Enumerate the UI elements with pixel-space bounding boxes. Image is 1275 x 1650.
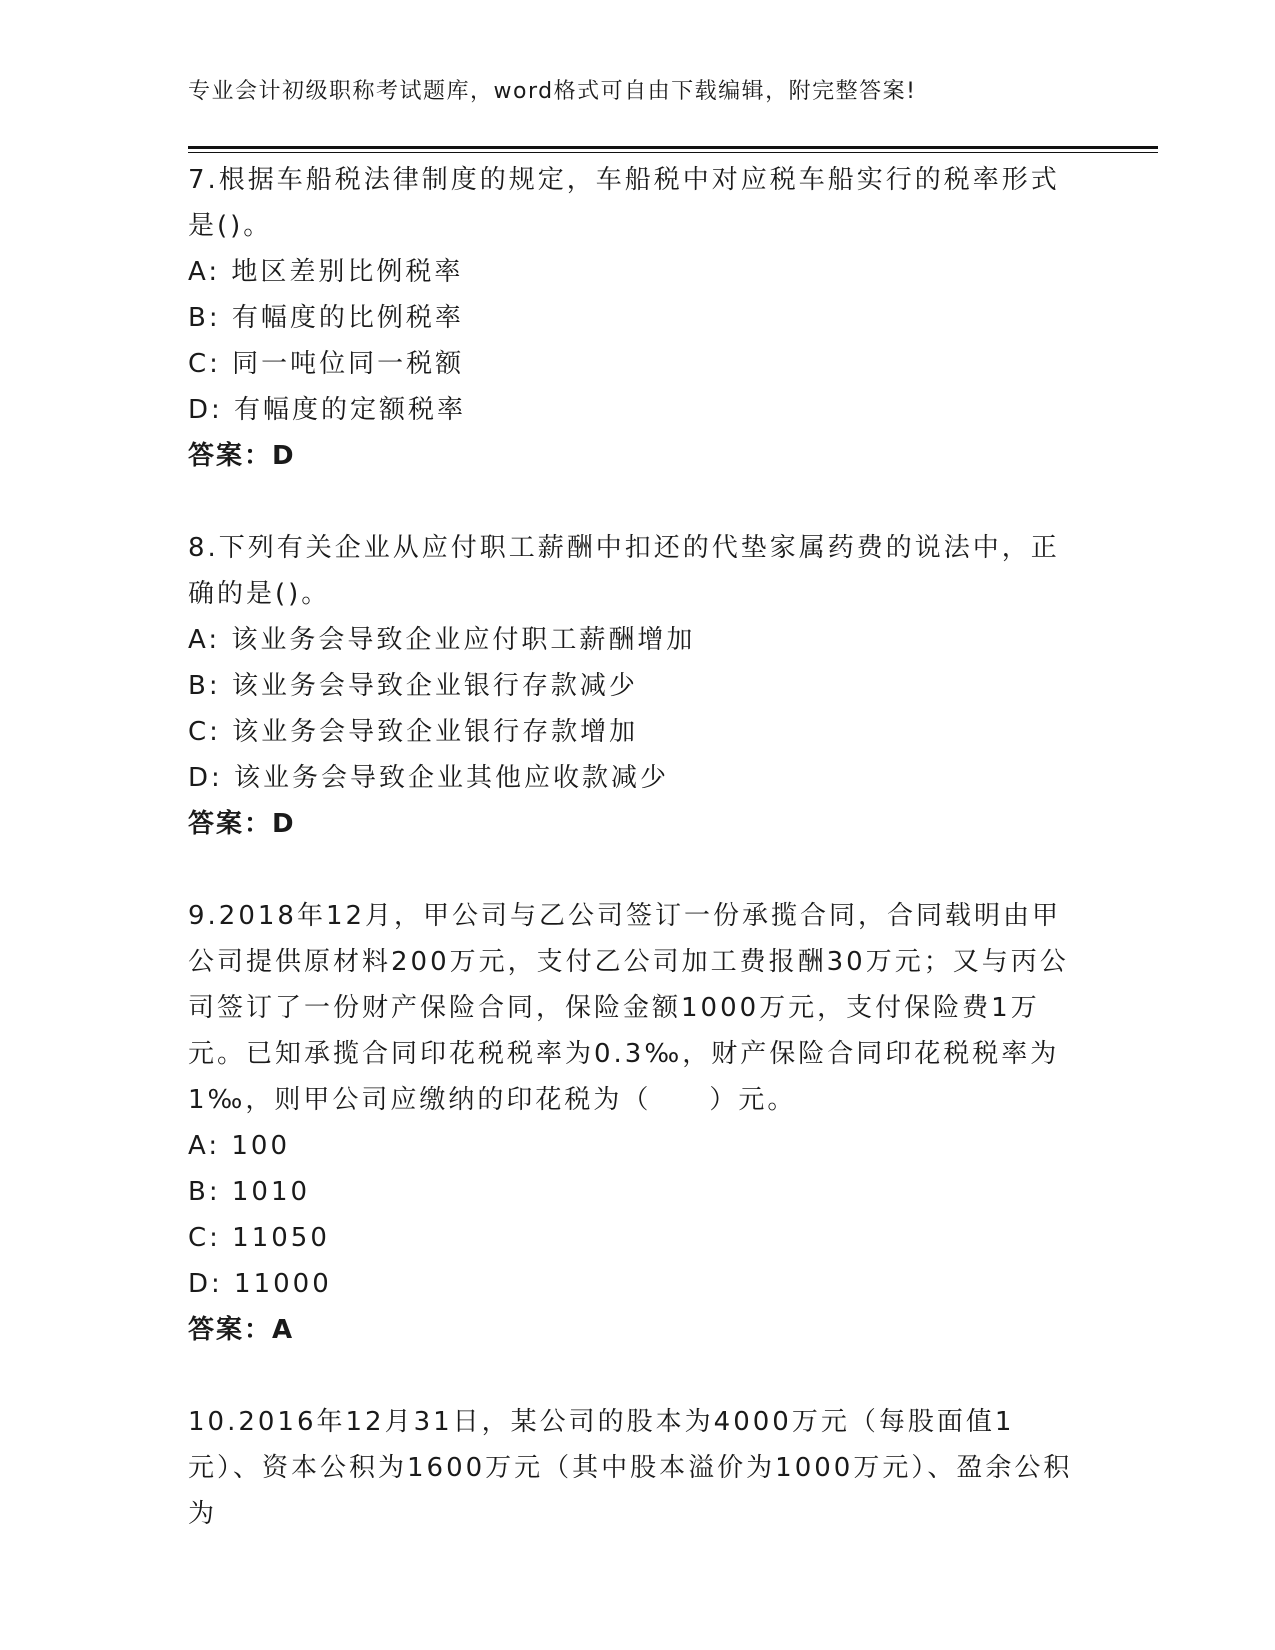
option-a: A: 该业务会导致企业应付职工薪酬增加 — [188, 625, 696, 655]
question-block — [188, 1399, 1088, 1537]
option-b: B: 1010 — [188, 1177, 311, 1207]
option-a: A: 100 — [188, 1131, 290, 1161]
spacer — [188, 479, 1088, 525]
option-b: B: 有幅度的比例税率 — [188, 303, 464, 333]
question-block — [188, 157, 1088, 479]
option-c: C: 同一吨位同一税额 — [188, 349, 465, 379]
question-stem: 8.下列有关企业从应付职工薪酬中扣还的代垫家属药费的说法中，正确的是()。 — [188, 533, 1060, 609]
option-a: A: 地区差别比例税率 — [188, 257, 464, 287]
option-d: D: 有幅度的定额税率 — [188, 395, 467, 425]
spacer — [188, 1353, 1088, 1399]
option-b: B: 该业务会导致企业银行存款减少 — [188, 671, 638, 701]
question-block — [188, 525, 1088, 847]
answer-line: 答案：A — [188, 1315, 295, 1345]
question-stem: 9.2018年12月，甲公司与乙公司签订一份承揽合同，合同载明由甲公司提供原材料200万元，支付乙公司加工费报酬30万元；又与丙公司签订了一份财产保险合同，保险金额1000万元，支付保险费1万元。已知承揽合同印花税税率为0.3‰，财产保险合同印花税税率为1‰，则甲公司应缴纳的印花税为（ ）元。 — [188, 901, 1069, 1115]
page-header: 专业会计初级职称考试题库，word格式可自由下载编辑，附完整答案! — [188, 79, 917, 104]
spacer — [188, 847, 1088, 893]
answer-line: 答案：D — [188, 809, 296, 839]
question-list — [188, 157, 1088, 1537]
question-stem: 7.根据车船税法律制度的规定，车船税中对应税车船实行的税率形式是()。 — [188, 165, 1060, 241]
option-d: D: 11000 — [188, 1269, 332, 1299]
question-stem: 10.2016年12月31日，某公司的股本为4000万元（每股面值1元）、资本公积为1600万元（其中股本溢价为1000万元）、盈余公积为 — [188, 1407, 1073, 1529]
option-c: C: 11050 — [188, 1223, 330, 1253]
header-rule-thick — [188, 146, 1158, 149]
option-c: C: 该业务会导致企业银行存款增加 — [188, 717, 639, 747]
question-block — [188, 893, 1088, 1353]
answer-line: 答案：D — [188, 441, 296, 471]
header-rule-thin — [188, 152, 1158, 153]
option-d: D: 该业务会导致企业其他应收款减少 — [188, 763, 670, 793]
